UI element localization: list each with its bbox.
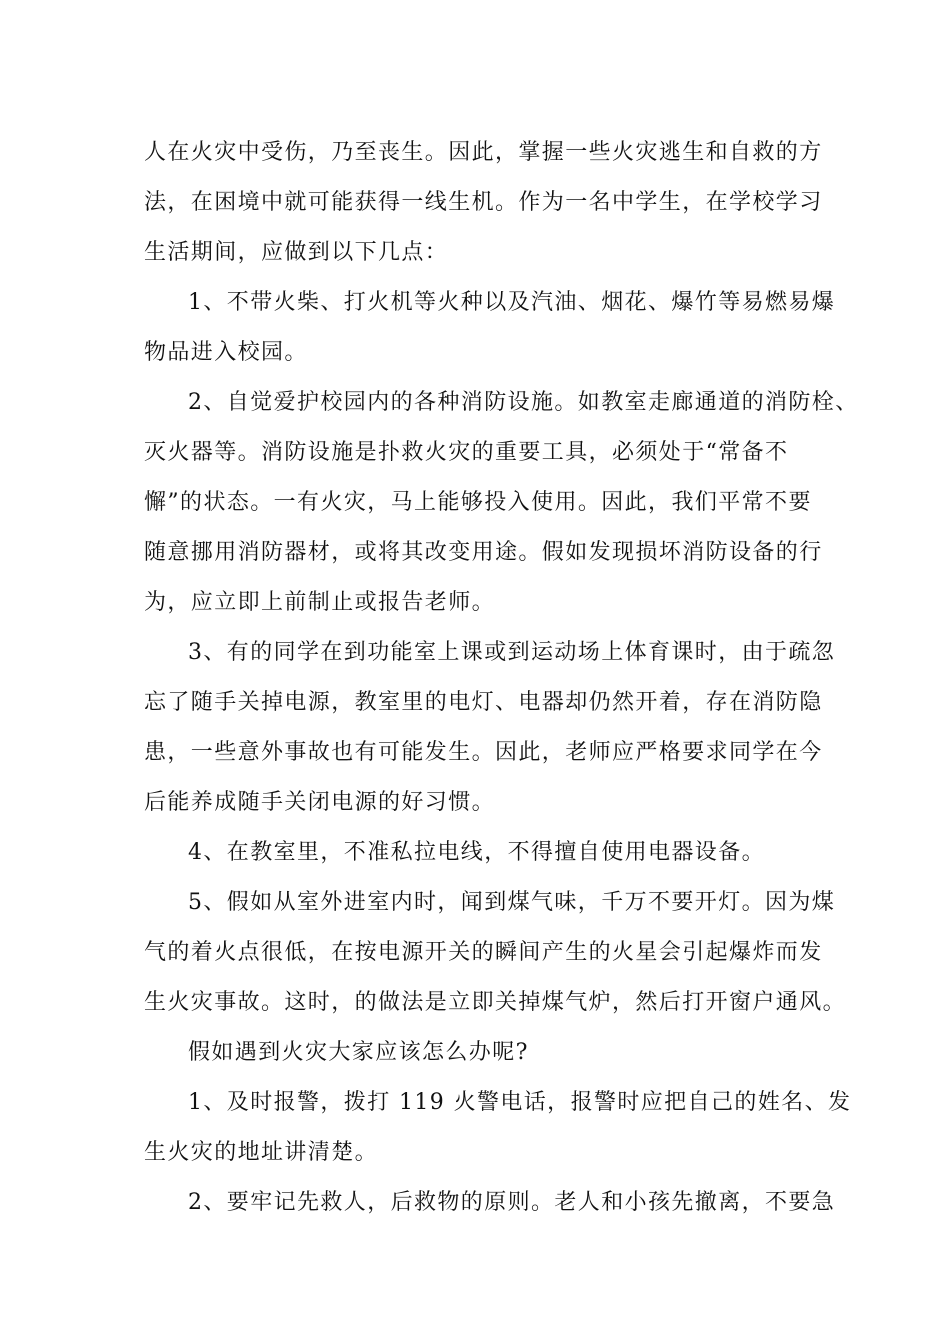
list-item-line: 4、在教室里，不准私拉电线，不得擅自使用电器设备。 <box>188 840 765 865</box>
paragraph-line: 为，应立即上前制止或报告老师。 <box>144 590 496 615</box>
list-item-line: 3、有的同学在到功能室上课或到运动场上体育课时，由于疏忽 <box>188 640 836 665</box>
section-question-line: 假如遇到火灾大家应该怎么办呢? <box>188 1040 529 1065</box>
paragraph-line: 气的着火点很低，在按电源开关的瞬间产生的火星会引起爆炸而发 <box>144 940 823 965</box>
list-item-line: 1、不带火柴、打火机等火种以及汽油、烟花、爆竹等易燃易爆 <box>188 290 836 315</box>
paragraph-line: 人在火灾中受伤，乃至丧生。因此，掌握一些火灾逃生和自救的方 <box>144 140 823 165</box>
paragraph-line: 忘了随手关掉电源，教室里的电灯、电器却仍然开着，存在消防隐 <box>144 690 823 715</box>
paragraph-line: 随意挪用消防器材，或将其改变用途。假如发现损坏消防设备的行 <box>144 540 823 565</box>
paragraph-line: 后能养成随手关闭电源的好习惯。 <box>144 790 496 815</box>
paragraph-line: 患，一些意外事故也有可能发生。因此，老师应严格要求同学在今 <box>144 740 823 765</box>
paragraph-line: 生火灾的地址讲清楚。 <box>144 1140 379 1165</box>
paragraph-line: 物品进入校园。 <box>144 340 308 365</box>
paragraph-line: 生火灾事故。这时，的做法是立即关掉煤气炉，然后打开窗户通风。 <box>144 990 847 1015</box>
paragraph-line: 生活期间，应做到以下几点： <box>144 240 449 265</box>
paragraph-line: 灭火器等。消防设施是扑救火灾的重要工具，必须处于“常备不 <box>144 440 789 465</box>
paragraph-line: 懈”的状态。一有火灾，马上能够投入使用。因此，我们平常不要 <box>144 490 812 515</box>
paragraph-line: 法，在困境中就可能获得一线生机。作为一名中学生，在学校学习 <box>144 190 823 215</box>
list-item-line: 2、要牢记先救人，后救物的原则。老人和小孩先撤离，不要急 <box>188 1190 836 1215</box>
list-item-line: 5、假如从室外进室内时，闻到煤气味，千万不要开灯。因为煤 <box>188 890 836 915</box>
list-item-line: 2、自觉爱护校园内的各种消防设施。如教室走廊通道的消防栓、 <box>188 390 859 415</box>
list-item-line: 1、及时报警，拨打 119 火警电话，报警时应把自己的姓名、发 <box>188 1090 852 1115</box>
